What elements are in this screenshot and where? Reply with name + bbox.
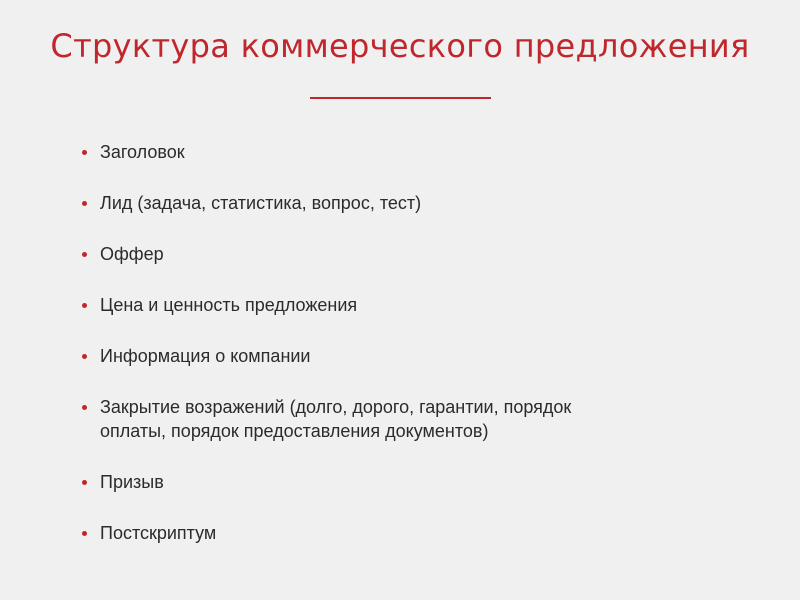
list-item [80, 395, 720, 443]
list-item [80, 191, 720, 215]
list-item [80, 521, 720, 545]
list-item-text: Цена и ценность предложения [100, 295, 358, 315]
bullet-icon [82, 252, 87, 257]
list-item-text: Оффер [100, 244, 164, 264]
list-item [80, 242, 720, 266]
list-item [80, 344, 720, 368]
list-item-text-continued: оплаты, порядок предоставления документов) [100, 421, 489, 441]
list-item [80, 140, 720, 164]
bullet-icon [82, 150, 87, 155]
title-underline [310, 97, 491, 99]
bullet-icon [82, 303, 87, 308]
list-item [80, 293, 720, 317]
list-item-text: Закрытие возражений (долго, дорого, гарантии, порядок [100, 397, 572, 417]
list-item-text: Постскриптум [100, 523, 217, 543]
bullet-icon [82, 405, 87, 410]
list-item [80, 470, 720, 494]
bullet-icon [82, 531, 87, 536]
list-item-text: Призыв [100, 472, 164, 492]
list-item-text: Заголовок [100, 142, 185, 162]
slide-title: Структура коммерческого предложения [50, 27, 750, 65]
bullet-icon [82, 480, 87, 485]
list-item-text: Информация о компании [100, 346, 311, 366]
list-item-text: Лид (задача, статистика, вопрос, тест) [100, 193, 422, 213]
bullet-list [80, 140, 720, 572]
bullet-icon [82, 354, 87, 359]
bullet-icon [82, 201, 87, 206]
